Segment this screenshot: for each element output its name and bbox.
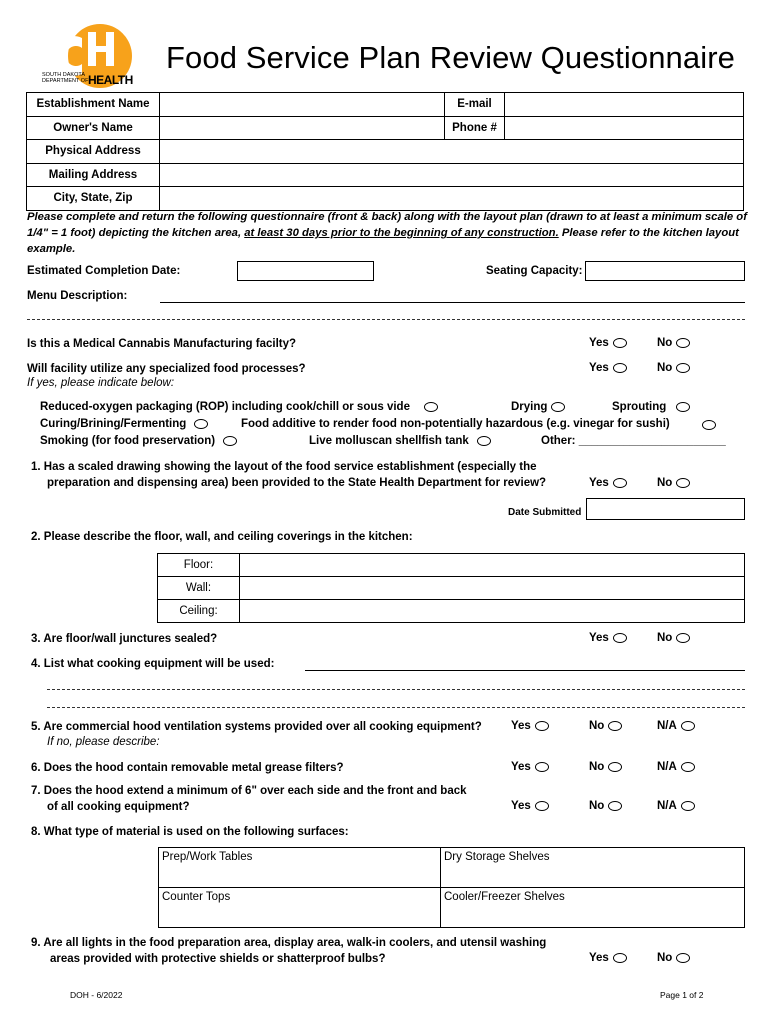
city-state-zip-field[interactable] [160,187,744,211]
seating-capacity-field[interactable] [585,261,745,281]
mailing-address-label: Mailing Address [27,163,160,187]
q3-yes[interactable] [589,632,627,644]
city-state-zip-label: City, State, Zip [27,187,160,211]
radio-icon[interactable] [223,436,237,446]
q4-line-3[interactable] [47,707,745,708]
instructions-part1: Please complete and return the following questionnaire (front & back) along with the layout plan (drawn to at least a minimum scale of 1/4" = 1 foot) depicting the kitchen area, [27,211,747,239]
info-table [26,92,744,211]
q3-text: 3. Are floor/wall junctures sealed? [31,633,218,645]
radio-icon[interactable] [613,633,627,643]
completion-date-field[interactable] [237,261,374,281]
q6-text: 6. Does the hood contain removable metal grease filters? [31,762,344,774]
radio-icon[interactable] [676,402,690,412]
radio-icon[interactable] [608,762,622,772]
date-submitted-label: Date Submitted [508,507,582,518]
yes-label: Yes [589,477,609,489]
coverings-table [157,553,745,623]
menu-description-line[interactable] [160,302,745,303]
no-label: No [589,720,605,732]
process-other[interactable]: Other: _______________________ [541,435,726,447]
radio-icon[interactable] [613,338,627,348]
email-field[interactable] [505,93,744,117]
ceiling-label: Ceiling: [158,600,240,623]
process-rop-label: Reduced-oxygen packaging (ROP) including cook/chill or sous vide [40,401,410,413]
floor-label: Floor: [158,554,240,577]
yes-label: Yes [589,952,609,964]
q4-line[interactable] [305,670,745,671]
process-molluscan-label: Live molluscan shellfish tank [309,435,469,447]
q5-yes[interactable] [511,720,549,732]
radio-icon[interactable] [551,402,565,412]
no-label: No [589,800,605,812]
q5-text: 5. Are commercial hood ventilation systems provided over all cooking equipment? [31,721,482,733]
logo-line2: DEPARTMENT OF [42,78,89,84]
date-submitted-field[interactable] [586,498,745,520]
q1-yes[interactable] [589,477,627,489]
q7-line1: 7. Does the hood extend a minimum of 6" over each side and the front and back [31,785,467,797]
yes-label: Yes [511,761,531,773]
radio-icon[interactable] [676,478,690,488]
yes-label: Yes [589,632,609,644]
radio-icon[interactable] [535,762,549,772]
owners-name-field[interactable] [160,116,445,140]
no-label: No [657,632,673,644]
prep-tables-cell[interactable]: Prep/Work Tables [159,848,441,888]
radio-icon[interactable] [613,953,627,963]
physical-address-field[interactable] [160,140,744,164]
email-label: E-mail [445,93,505,117]
yes-label: Yes [589,337,609,349]
menu-description-line-2[interactable] [27,319,745,320]
logo-word: HEALTH [88,73,133,87]
radio-icon[interactable] [424,402,438,412]
process-drying-label: Drying [511,401,548,413]
seating-capacity-label: Seating Capacity: [486,265,583,277]
establishment-name-field[interactable] [160,93,445,117]
dry-storage-cell[interactable]: Dry Storage Shelves [441,848,745,888]
instructions [27,209,747,257]
menu-description-label: Menu Description: [27,290,128,302]
radio-icon[interactable] [477,436,491,446]
physical-address-label: Physical Address [27,140,160,164]
q9-line1: 9. Are all lights in the food preparation area, display area, walk-in coolers, and utensil washing [31,937,547,949]
radio-icon[interactable] [535,721,549,731]
na-label: N/A [657,800,677,812]
completion-date-label: Estimated Completion Date: [27,265,181,277]
radio-icon[interactable] [676,338,690,348]
q6-na[interactable] [657,761,695,773]
no-label: No [589,761,605,773]
specialized-question: Will facility utilize any specialized food processes? [27,363,306,375]
ceiling-field[interactable] [240,600,745,623]
q4-text: 4. List what cooking equipment will be used: [31,658,275,670]
process-rop[interactable] [40,401,438,413]
instructions-part2: Please refer to the kitchen layout example. [27,227,739,255]
specialized-no[interactable] [657,362,690,374]
owners-name-label: Owner's Name [27,116,160,140]
q5-note: If no, please describe: [47,736,160,748]
q7-yes[interactable] [511,800,549,812]
q8-text: 8. What type of material is used on the following surfaces: [31,826,349,838]
process-molluscan[interactable] [309,435,491,447]
no-label: No [657,477,673,489]
q7-no[interactable] [589,800,622,812]
radio-icon[interactable] [194,419,208,429]
na-label: N/A [657,761,677,773]
cannabis-no[interactable] [657,337,690,349]
wall-field[interactable] [240,577,745,600]
phone-label: Phone # [445,116,505,140]
mailing-address-field[interactable] [160,163,744,187]
q6-yes[interactable] [511,761,549,773]
q1-line1: 1. Has a scaled drawing showing the layout of the food service establishment (especially the [31,461,537,473]
counter-tops-cell[interactable]: Counter Tops [159,888,441,928]
radio-icon[interactable] [681,762,695,772]
radio-icon[interactable] [676,363,690,373]
process-smoking[interactable] [40,435,237,447]
process-curing[interactable] [40,418,208,430]
no-label: No [657,952,673,964]
process-sprouting-label: Sprouting [612,401,667,413]
q9-yes[interactable] [589,952,627,964]
process-smoking-label: Smoking (for food preservation) [40,435,216,447]
q3-no[interactable] [657,632,690,644]
instructions-underlined: at least 30 days prior to the beginning of any construction. [244,227,559,239]
wall-label: Wall: [158,577,240,600]
specialized-note: If yes, please indicate below: [27,377,175,389]
radio-icon[interactable] [676,953,690,963]
no-label: No [657,362,673,374]
q5-no[interactable] [589,720,622,732]
radio-icon[interactable] [613,363,627,373]
process-curing-label: Curing/Brining/Fermenting [40,418,187,430]
na-label: N/A [657,720,677,732]
radio-icon[interactable] [613,478,627,488]
specialized-yes[interactable] [589,362,627,374]
phone-field[interactable] [505,116,744,140]
q1-no[interactable] [657,477,690,489]
radio-icon[interactable] [676,633,690,643]
process-additive-radio-icon[interactable] [702,420,716,430]
q7-na[interactable] [657,800,695,812]
yes-label: Yes [589,362,609,374]
footer-left: DOH - 6/2022 [70,990,123,1000]
radio-icon[interactable] [535,801,549,811]
process-additive[interactable] [241,418,670,430]
cannabis-yes[interactable] [589,337,627,349]
q7-line2: of all cooking equipment? [47,801,190,813]
q4-line-2[interactable] [47,689,745,690]
process-additive-label: Food additive to render food non-potentially hazardous (e.g. vinegar for sushi) [241,418,670,430]
q1-line2: preparation and dispensing area) been provided to the State Health Department for review? [47,477,547,489]
process-sprouting[interactable] [612,401,690,413]
no-label: No [657,337,673,349]
establishment-name-label: Establishment Name [27,93,160,117]
radio-icon[interactable] [608,721,622,731]
q5-na[interactable] [657,720,695,732]
floor-field[interactable] [240,554,745,577]
page-title: Food Service Plan Review Questionnaire [166,40,735,75]
logo-line1: SOUTH DAKOTA [42,72,85,78]
cooler-shelves-cell[interactable]: Cooler/Freezer Shelves [441,888,745,928]
logo-text-small [42,72,88,84]
q2-text: 2. Please describe the floor, wall, and ceiling coverings in the kitchen: [31,531,413,543]
yes-label: Yes [511,800,531,812]
q6-no[interactable] [589,761,622,773]
footer-right: Page 1 of 2 [660,990,704,1000]
process-drying[interactable] [511,401,565,413]
materials-table [158,847,745,928]
cannabis-question: Is this a Medical Cannabis Manufacturing facilty? [27,338,297,350]
radio-icon[interactable] [681,721,695,731]
yes-label: Yes [511,720,531,732]
q9-no[interactable] [657,952,690,964]
radio-icon[interactable] [608,801,622,811]
q9-line2: areas provided with protective shields or shatterproof bulbs? [50,953,386,965]
radio-icon[interactable] [681,801,695,811]
